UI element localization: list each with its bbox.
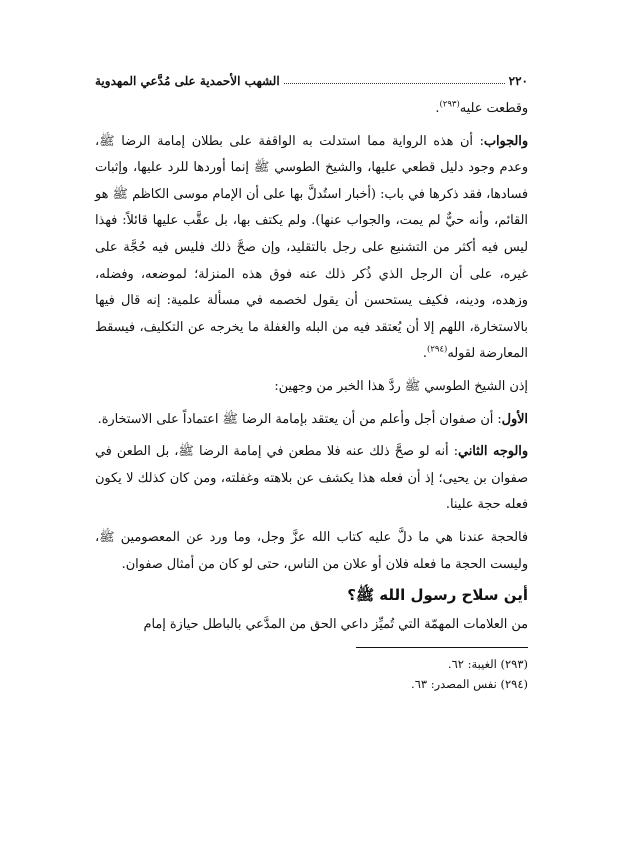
header-dot-leader xyxy=(284,83,505,84)
paragraph-signs: من العلامات المهمّة التي تُميِّز داعي الحق من المدَّعي بالباطل حيازة إمام xyxy=(143,617,528,633)
page-content xyxy=(95,70,528,694)
paragraph-first: الأول: أن صفوان أجل وأعلم من أن يعتقد بإمامة الرضا ﷺ اعتماداً على الاستخارة. xyxy=(97,411,528,427)
running-title: الشهب الأحمدية على مُدَّعي المهدوية xyxy=(95,74,280,88)
paragraph-answer: والجواب: أن هذه الرواية مما استدلت به الواقفة على بطلان إمامة الرضا ﷺ، وعدم وجود دليل قطعي عليها، والشيخ الطوسي ﷺ إنما أوردها للرد عليها، وإثبات فسادها، فقد ذكرها في باب: (أخبار استُدلَّ بها على أن الإمام موسى الكاظم ﷺ هو القائم، وأنه حيٌّ لم يمت، والجواب عنها). ولم يكتف بها، بل عقَّب عليها قائلاً: فهذا ليس فيه أكثر من التشنيع على رجل بالتقليد، وإن صحَّ ذلك فليس فيه حُجَّة على غيره، على أن الرجل الذي ذُكر ذلك عنه فوق هذه المنزلة؛ لموضعه، وفضله، وزهده، ودينه، فكيف يستحسن أن يقول لخصمه في مسألة علمية: إنه قال فيها بالاستخارة، اللهم إلا أن يُعتقد فيه من البله والغفلة ما يخرجه عن التكليف، فيسقط المعارضة لقوله$^{(٢٩٤)}$. xyxy=(95,133,528,362)
paragraph-two-ways: إذن الشيخ الطوسي ﷺ ردَّ هذا الخبر من وجهين: xyxy=(274,378,528,394)
footnote-ref-293: (٢٩٣) xyxy=(439,99,460,110)
section-heading: أين سلاح رسول الله ﷺ؟ xyxy=(347,586,528,605)
second-label: والوجه الثاني xyxy=(458,444,529,460)
intro-line: وقطعت عليه$^{(٢٩٣)}$. xyxy=(435,99,528,116)
footnote-ref-294: (٢٩٤) xyxy=(426,345,448,356)
running-header xyxy=(95,70,528,88)
paragraph-second: والوجه الثاني: أنه لو صحَّ ذلك عنه فلا مطعن في إمامة الرضا ﷺ، بل الطعن في صفوان بن يحيى؛ إذ أن فعله هذا يكشف عن بلاهته وغفلته، ومن كان كذلك لا يكون فعله حجة علينا. xyxy=(95,444,529,513)
answer-label: والجواب xyxy=(483,133,528,149)
footnote-293: (٢٩٣) الغيبة: ٦٢. xyxy=(447,656,528,671)
paragraph-proof: فالحجة عندنا هي ما دلَّ عليه كتاب الله عزَّ وجل، وما ورد عن المعصومين ﷺ، وليست الحجة ما فعله فلان أو علان من الناس، حتى لو كان من أمثال صفوان. xyxy=(95,529,528,572)
footnote-294: (٢٩٤) نفس المصدر: ٦٣. xyxy=(411,676,528,691)
first-label: الأول xyxy=(501,411,528,427)
page-number: ٢٢٠ xyxy=(508,74,528,88)
footnote-divider xyxy=(356,647,528,648)
